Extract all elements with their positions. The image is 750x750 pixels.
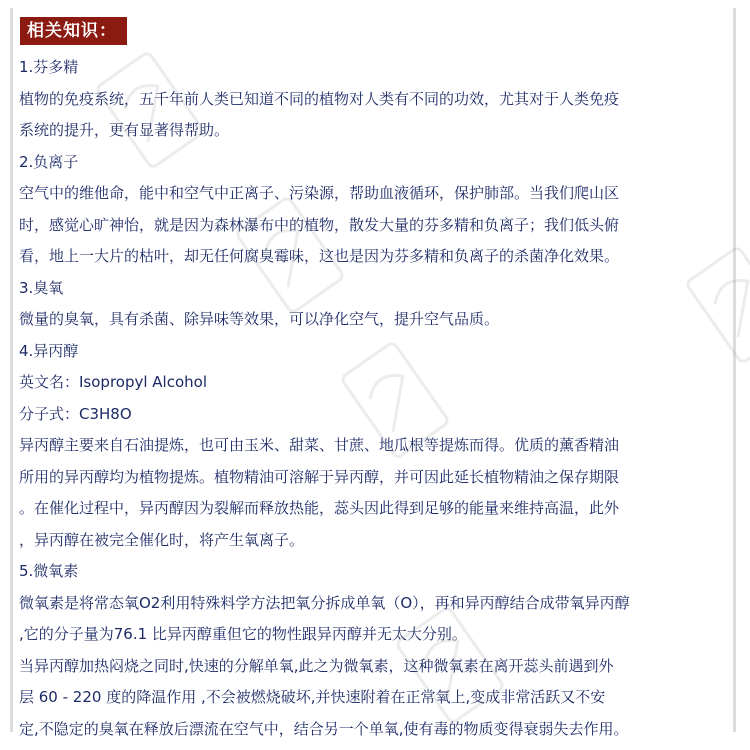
paragraph-line: ，异丙醇在被完全催化时，将产生氧离子。 [19, 530, 305, 549]
paragraph-line: 所用的异丙醇均为植物提炼。植物精油可溶解于异丙醇，并可因此延长植物精油之保存期限 [19, 467, 620, 486]
paragraph-line: 空气中的维他命，能中和空气中正离子、污染源，帮助血液循环，保护肺部。当我们爬山区 [19, 184, 620, 202]
paragraph-line: 系统的提升，更有显著得帮助。 [19, 121, 230, 139]
paragraph-line: 层 60 - 220 度的降温作用 ,不会被燃烧破坏,并快速附着在正常氧上,变成非常活跃又不安 [19, 688, 606, 706]
section-title: 相关知识： [20, 17, 127, 45]
paragraph-line: 当异丙醇加热闷烧之同时,快速的分解单氧,此之为微氧素，这种微氧素在离开蕊头前遇到外 [19, 656, 614, 675]
english-name-line: 英文名：Isopropyl Alcohol [19, 373, 207, 391]
paragraph-line: ,它的分子量为76.1 比异丙醇重但它的物性跟异丙醇并无太大分别。 [19, 625, 467, 643]
heading-5: 5.微氧素 [19, 562, 79, 580]
paragraph-line: 微氧素是将常态氧O2利用特殊料学方法把氧分拆成单氧（O），再和异丙醇结合成带氧异丙醇 [19, 593, 630, 612]
formula-line: 分子式：C3H8O [19, 404, 132, 423]
article-body [19, 52, 741, 745]
paragraph-line: 时，感觉心旷神怡，就是因为森林瀑布中的植物，散发大量的芬多精和负离子；我们低头俯 [19, 215, 620, 234]
paragraph-line: 定,不隐定的臭氧在释放后漂流在空气中，结合另一个单氧,使有毒的物质变得衰弱失去作用。 [19, 719, 629, 738]
paragraph-line: 看，地上一大片的枯叶，却无任何腐臭霉味，这也是因为芬多精和负离子的杀菌净化效果。 [19, 247, 620, 265]
paragraph-line: 。在催化过程中，异丙醇因为裂解而释放热能，蕊头因此得到足够的能量来维持高温，此外 [19, 499, 620, 517]
heading-4: 4.异丙醇 [19, 341, 79, 360]
paragraph-line: 微量的臭氧，具有杀菌、除异味等效果，可以净化空气，提升空气品质。 [19, 310, 500, 328]
heading-1: 1.芬多精 [19, 58, 79, 76]
paragraph-line: 异丙醇主要来自石油提炼，也可由玉米、甜菜、甘蔗、地瓜根等提炼而得。优质的薰香精油 [19, 436, 620, 454]
paragraph-line: 植物的免疫系统，五千年前人类已知道不同的植物对人类有不同的功效，尤其对于人类免疫 [19, 89, 620, 108]
heading-3: 3.臭氧 [19, 278, 64, 297]
heading-2: 2.负离子 [19, 152, 79, 171]
